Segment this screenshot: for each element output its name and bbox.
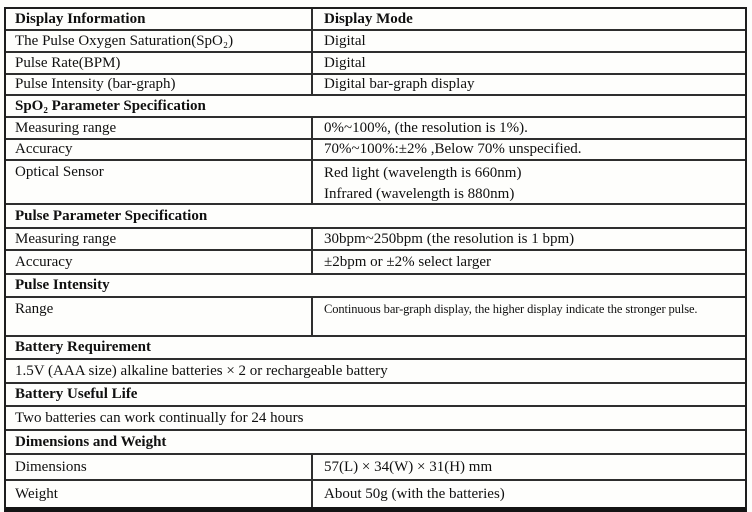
section-header-row-pulse-parameter bbox=[6, 205, 745, 229]
section-title: Dimensions and Weight bbox=[15, 433, 167, 450]
spec-label: Pulse Intensity (bar-graph) bbox=[6, 75, 313, 94]
spec-value: Digital bbox=[324, 32, 366, 49]
section-title: Pulse Intensity bbox=[15, 277, 110, 293]
table-row-spo2-display bbox=[6, 31, 745, 53]
section-title: Battery Useful Life bbox=[15, 386, 138, 402]
table-row-spo2-accuracy bbox=[6, 140, 745, 161]
specification-table bbox=[4, 7, 747, 512]
spec-value: About 50g (with the batteries) bbox=[324, 485, 505, 502]
table-row-pulse-accuracy bbox=[6, 251, 745, 275]
section-title: Battery Requirement bbox=[15, 339, 151, 355]
table-row-battery-requirement-value bbox=[6, 360, 745, 384]
spec-value: 0%~100%, (the resolution is 1%). bbox=[324, 119, 528, 136]
table-row-spo2-measuring-range bbox=[6, 118, 745, 140]
spec-label: Range bbox=[6, 298, 313, 335]
spec-value-group bbox=[313, 161, 745, 203]
section-header-row-battery-requirement bbox=[6, 337, 745, 360]
spec-value: 70%~100%:±2% ,Below 70% unspecified. bbox=[324, 141, 582, 157]
spec-value: ±2bpm or ±2% select larger bbox=[324, 253, 491, 270]
table-row-pulse-rate-display bbox=[6, 53, 745, 75]
section-header-row-pulse-intensity bbox=[6, 275, 745, 298]
table-row-weight bbox=[6, 481, 745, 507]
spec-label: Accuracy bbox=[6, 140, 313, 159]
table-row-pulse-intensity-display bbox=[6, 75, 745, 96]
spec-value: Continuous bar-graph display, the higher display indicate the stronger pulse. bbox=[324, 302, 698, 316]
table-row-dimensions bbox=[6, 455, 745, 481]
table-row-battery-useful-life-value bbox=[6, 407, 745, 431]
spec-value: 57(L) × 34(W) × 31(H) mm bbox=[324, 458, 493, 475]
spec-value: Digital bbox=[324, 54, 366, 71]
full-width-value: 1.5V (AAA size) alkaline batteries × 2 or rechargeable battery bbox=[15, 362, 388, 379]
spec-label: Measuring range bbox=[6, 229, 313, 249]
section-title: SpO₂ Parameter Specification bbox=[15, 97, 206, 114]
section-header-row-battery-useful-life bbox=[6, 384, 745, 407]
column-header-display-information: Display Information bbox=[6, 9, 313, 29]
spec-label: Accuracy bbox=[6, 251, 313, 273]
spec-value-line-1: Red light (wavelength is 660nm) bbox=[324, 165, 522, 181]
spec-label: The Pulse Oxygen Saturation(SpO₂) bbox=[6, 31, 313, 51]
column-header-display-mode: Display Mode bbox=[324, 10, 413, 27]
table-row-pulse-measuring-range bbox=[6, 229, 745, 251]
spec-label: Pulse Rate(BPM) bbox=[6, 53, 313, 73]
table-row-pulse-intensity-range bbox=[6, 298, 745, 337]
spec-value: 30bpm~250bpm (the resolution is 1 bpm) bbox=[324, 230, 575, 247]
table-row-column-headers bbox=[6, 9, 745, 31]
table-row-optical-sensor bbox=[6, 161, 745, 205]
spec-value-line-2: Infrared (wavelength is 880nm) bbox=[324, 186, 515, 202]
spec-label: Optical Sensor bbox=[6, 161, 313, 203]
section-title: Pulse Parameter Specification bbox=[15, 207, 208, 224]
spec-value: Digital bar-graph display bbox=[324, 76, 475, 92]
section-header-row-spo2-parameter bbox=[6, 96, 745, 118]
section-header-row-dimensions-weight bbox=[6, 431, 745, 455]
spec-label: Weight bbox=[6, 481, 313, 507]
spec-label: Dimensions bbox=[6, 455, 313, 479]
spec-label: Measuring range bbox=[6, 118, 313, 138]
full-width-value: Two batteries can work continually for 24 hours bbox=[15, 409, 304, 426]
